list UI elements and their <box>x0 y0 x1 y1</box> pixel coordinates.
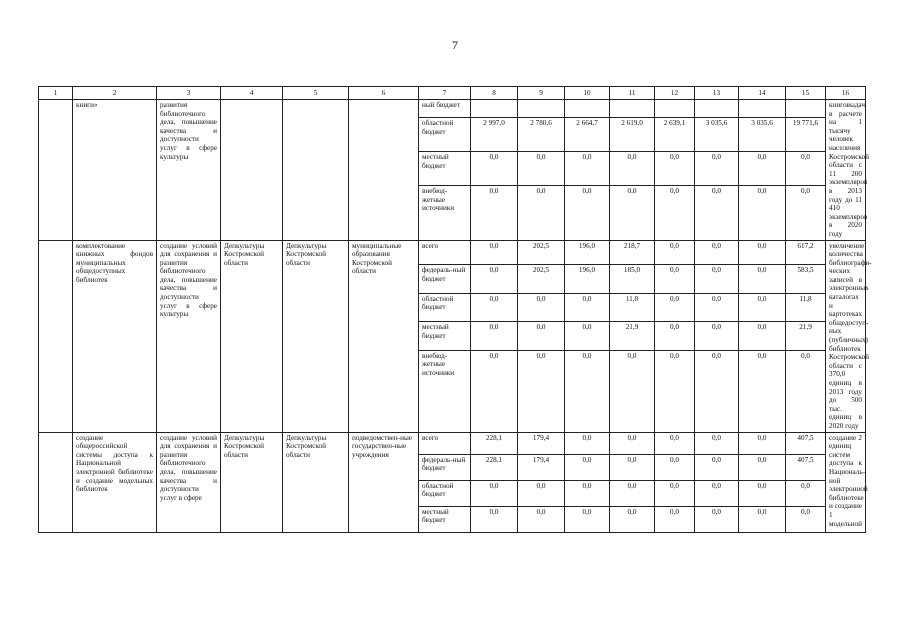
amount-cell: 0,0 <box>695 432 739 454</box>
amount-cell: 0,0 <box>695 480 739 506</box>
cell-col3: создание условий для сохранения и развития библиотечного дела, повышение качества и доступности услуг в сфере <box>157 432 221 532</box>
amount-cell: 0,0 <box>565 350 610 432</box>
amount-cell: 0,0 <box>565 152 610 186</box>
header-cell: 1 <box>39 87 73 100</box>
amount-cell <box>471 100 518 118</box>
header-cell: 15 <box>786 87 826 100</box>
amount-cell: 0,0 <box>695 350 739 432</box>
amount-cell <box>565 100 610 118</box>
amount-cell: 228,1 <box>471 454 518 480</box>
cell-col2: комплектование книжных фондов муниципальных общедоступных библиотек <box>73 240 157 432</box>
amount-cell: 0,0 <box>610 432 655 454</box>
amount-cell: 0,0 <box>518 480 565 506</box>
cell-col4: Депкультуры Костромской области <box>221 240 283 432</box>
amount-cell: 179,4 <box>518 454 565 480</box>
amount-cell: 583,5 <box>786 265 826 294</box>
funding-source-label: внебюд-жетные источники <box>419 350 471 432</box>
cell-col2: создание общероссийской системы доступа к Национальной электронной библиотеке и создание модельных библиотек <box>73 432 157 532</box>
amount-cell: 0,0 <box>695 322 739 351</box>
header-cell: 5 <box>283 87 349 100</box>
amount-cell: 0,0 <box>739 432 786 454</box>
header-cell: 2 <box>73 87 157 100</box>
header-cell: 6 <box>349 87 419 100</box>
header-cell: 14 <box>739 87 786 100</box>
amount-cell: 0,0 <box>565 506 610 532</box>
amount-cell: 0,0 <box>655 240 695 265</box>
amount-cell: 0,0 <box>739 322 786 351</box>
amount-cell: 0,0 <box>655 480 695 506</box>
amount-cell: 0,0 <box>565 454 610 480</box>
amount-cell: 0,0 <box>655 350 695 432</box>
amount-cell: 0,0 <box>655 322 695 351</box>
amount-cell: 0,0 <box>695 506 739 532</box>
amount-cell: 0,0 <box>518 152 565 186</box>
funding-source-label: федераль-ный бюджет <box>419 454 471 480</box>
amount-cell: 0,0 <box>565 432 610 454</box>
header-cell: 11 <box>610 87 655 100</box>
amount-cell: 202,5 <box>518 265 565 294</box>
amount-cell: 0,0 <box>655 265 695 294</box>
cell-col3: создание условий для сохранения и развития библиотечного дела, повышение качества и доступности услуг в сфере культуры <box>157 240 221 432</box>
amount-cell: 0,0 <box>655 506 695 532</box>
expected-result-cell: увеличение количества библиографи-ческих записей в электронных каталогах и картотеках общедоступ-ных (публичных) библиотек Костромской области с 370,0 единиц в 2013 году до 500 тыс. единиц в 2020 году <box>826 240 866 432</box>
expected-result-cell: создание 2 единиц систем доступа к Националь-ной электронной библиотеке и создание 1 модельной <box>826 432 866 532</box>
cell-col4: Депкультуры Костромской области <box>221 432 283 532</box>
amount-cell: 19 771,6 <box>786 118 826 152</box>
page-number: 7 <box>452 38 458 52</box>
table-row <box>39 432 866 454</box>
amount-cell: 185,0 <box>610 265 655 294</box>
amount-cell: 617,2 <box>786 240 826 265</box>
amount-cell: 0,0 <box>786 186 826 240</box>
header-cell: 7 <box>419 87 471 100</box>
funding-source-label: всего <box>419 432 471 454</box>
amount-cell: 0,0 <box>518 186 565 240</box>
amount-cell: 196,0 <box>565 240 610 265</box>
amount-cell: 0,0 <box>565 186 610 240</box>
funding-source-label: областной бюджет <box>419 480 471 506</box>
amount-cell: 0,0 <box>739 454 786 480</box>
amount-cell: 0,0 <box>695 240 739 265</box>
amount-cell: 0,0 <box>655 186 695 240</box>
amount-cell: 0,0 <box>739 265 786 294</box>
amount-cell: 11,8 <box>610 293 655 322</box>
header-cell: 8 <box>471 87 518 100</box>
funding-source-label: местный бюджет <box>419 322 471 351</box>
amount-cell: 0,0 <box>695 186 739 240</box>
amount-cell: 407,5 <box>786 432 826 454</box>
amount-cell: 0,0 <box>565 293 610 322</box>
expected-result-cell: книговыдач в расчете на 1 тысячу человек населения Костромской области с 11 200 экземпляров в 2013 году до 11 410 экземпляров в 2020 году <box>826 100 866 241</box>
table-row <box>39 240 866 265</box>
amount-cell: 0,0 <box>471 350 518 432</box>
cell-col5: Депкультуры Костромской области <box>283 432 349 532</box>
amount-cell: 3 035,6 <box>695 118 739 152</box>
amount-cell: 0,0 <box>610 506 655 532</box>
amount-cell: 0,0 <box>565 322 610 351</box>
funding-source-label: областной бюджет <box>419 118 471 152</box>
amount-cell: 179,4 <box>518 432 565 454</box>
amount-cell: 3 035,6 <box>739 118 786 152</box>
header-cell: 4 <box>221 87 283 100</box>
amount-cell <box>695 100 739 118</box>
amount-cell: 196,0 <box>565 265 610 294</box>
header-cell: 10 <box>565 87 610 100</box>
amount-cell: 218,7 <box>610 240 655 265</box>
cell-col2: книги» <box>73 100 157 241</box>
amount-cell: 0,0 <box>565 480 610 506</box>
amount-cell: 0,0 <box>655 152 695 186</box>
amount-cell: 0,0 <box>471 506 518 532</box>
amount-cell: 0,0 <box>739 240 786 265</box>
row-number-cell <box>39 240 73 432</box>
amount-cell: 0,0 <box>695 293 739 322</box>
amount-cell: 228,1 <box>471 432 518 454</box>
amount-cell <box>786 100 826 118</box>
cell-col6 <box>349 100 419 241</box>
cell-col5: Депкультуры Костромской области <box>283 240 349 432</box>
amount-cell: 407,5 <box>786 454 826 480</box>
amount-cell: 0,0 <box>739 506 786 532</box>
header-row <box>39 87 866 100</box>
amount-cell: 0,0 <box>739 350 786 432</box>
funding-source-label: местный бюджет <box>419 152 471 186</box>
amount-cell: 0,0 <box>471 265 518 294</box>
amount-cell: 2 780,6 <box>518 118 565 152</box>
amount-cell: 0,0 <box>518 506 565 532</box>
amount-cell: 0,0 <box>695 454 739 480</box>
amount-cell: 2 639,1 <box>655 118 695 152</box>
amount-cell: 0,0 <box>739 293 786 322</box>
program-table <box>38 86 872 533</box>
funding-source-label: внебюд-жетные источники <box>419 186 471 240</box>
table-row <box>39 100 866 118</box>
amount-cell: 0,0 <box>610 152 655 186</box>
amount-cell: 2 664,7 <box>565 118 610 152</box>
funding-source-label: местный бюджет <box>419 506 471 532</box>
cell-col3: развития библиотечного дела, повышение качества и доступности услуг в сфере культуры <box>157 100 221 241</box>
amount-cell: 2 619,0 <box>610 118 655 152</box>
row-number-cell <box>39 432 73 532</box>
amount-cell: 0,0 <box>610 350 655 432</box>
amount-cell: 21,9 <box>610 322 655 351</box>
header-cell: 16 <box>826 87 866 100</box>
amount-cell: 0,0 <box>610 454 655 480</box>
amount-cell: 0,0 <box>471 240 518 265</box>
amount-cell: 0,0 <box>471 186 518 240</box>
amount-cell: 0,0 <box>739 186 786 240</box>
amount-cell: 0,0 <box>610 186 655 240</box>
amount-cell: 21,9 <box>786 322 826 351</box>
cell-col6: подведомствен-ные государствен-ные учреждения <box>349 432 419 532</box>
amount-cell: 0,0 <box>786 480 826 506</box>
amount-cell: 0,0 <box>695 265 739 294</box>
amount-cell: 0,0 <box>518 293 565 322</box>
funding-source-label: областной бюджет <box>419 293 471 322</box>
amount-cell: 0,0 <box>655 454 695 480</box>
header-cell: 12 <box>655 87 695 100</box>
cell-col4 <box>221 100 283 241</box>
funding-source-label: всего <box>419 240 471 265</box>
amount-cell: 0,0 <box>739 480 786 506</box>
funding-source-label: ный бюджет <box>419 100 471 118</box>
amount-cell: 0,0 <box>610 480 655 506</box>
amount-cell <box>518 100 565 118</box>
amount-cell: 0,0 <box>655 432 695 454</box>
amount-cell <box>739 100 786 118</box>
row-number-cell <box>39 100 73 241</box>
amount-cell <box>610 100 655 118</box>
header-cell: 3 <box>157 87 221 100</box>
amount-cell: 0,0 <box>695 152 739 186</box>
amount-cell: 2 997,0 <box>471 118 518 152</box>
amount-cell: 0,0 <box>471 322 518 351</box>
amount-cell: 0,0 <box>471 293 518 322</box>
amount-cell: 0,0 <box>655 293 695 322</box>
amount-cell: 0,0 <box>786 506 826 532</box>
amount-cell: 0,0 <box>518 350 565 432</box>
cell-col6: муниципальные образования Костромской области <box>349 240 419 432</box>
amount-cell: 11,8 <box>786 293 826 322</box>
amount-cell: 0,0 <box>518 322 565 351</box>
cell-col5 <box>283 100 349 241</box>
header-cell: 9 <box>518 87 565 100</box>
amount-cell: 0,0 <box>786 350 826 432</box>
header-cell: 13 <box>695 87 739 100</box>
amount-cell: 0,0 <box>739 152 786 186</box>
amount-cell: 0,0 <box>471 152 518 186</box>
funding-source-label: федераль-ный бюджет <box>419 265 471 294</box>
amount-cell: 0,0 <box>471 480 518 506</box>
amount-cell <box>655 100 695 118</box>
amount-cell: 0,0 <box>786 152 826 186</box>
amount-cell: 202,5 <box>518 240 565 265</box>
